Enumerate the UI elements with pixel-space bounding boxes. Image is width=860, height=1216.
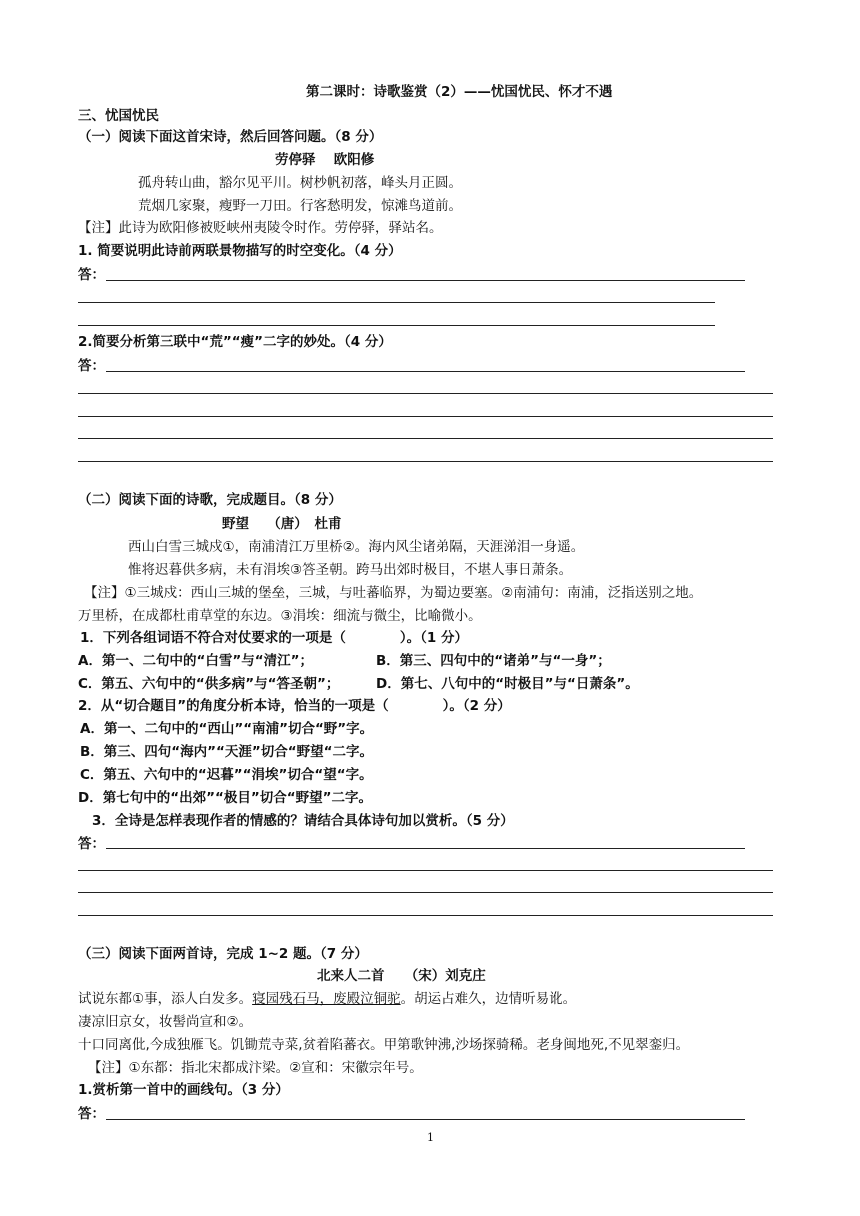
answer-line[interactable] <box>78 325 715 326</box>
answer-line[interactable] <box>106 371 745 372</box>
part3-poem-line: 十口同离仳,今成独雁飞。饥锄荒寺菜,贫着陷蕃衣。甲第歌钟沸,沙场探骑稀。老身闽地死,不见翠銮归。 <box>78 1037 690 1053</box>
part2-poem-title: 野望 （唐） 杜甫 <box>222 516 342 532</box>
answer-line[interactable] <box>78 870 773 871</box>
part2-poem-line: 西山白雪三城戍①，南浦清江万里桥②。海内风尘诸弟隔，天涯涕泪一身遥。 <box>128 539 585 555</box>
part1-note: 【注】此诗为欧阳修被贬峡州夷陵令时作。劳停驿，驿站名。 <box>78 220 443 236</box>
part2-intro: （二）阅读下面的诗歌，完成题目。（8 分） <box>78 492 342 508</box>
answer-line[interactable] <box>106 1119 745 1120</box>
answer-label: 答： <box>78 267 105 283</box>
part3-note: 【注】①东都：指北宋都成汴梁。②宣和：宋徽宗年号。 <box>88 1060 423 1076</box>
answer-line[interactable] <box>78 892 773 893</box>
answer-line[interactable] <box>78 302 715 303</box>
answer-line[interactable] <box>106 280 745 281</box>
option-a: A．第一、二句中的“西山”“南浦”切合“野”字。 <box>80 721 374 737</box>
answer-line[interactable] <box>78 915 773 916</box>
part1-poem-line: 荒烟几家聚，瘦野一刀田。行客愁明发，惊滩鸟道前。 <box>138 198 462 214</box>
part3-intro: （三）阅读下面两首诗，完成 1~2 题。（7 分） <box>78 946 368 962</box>
part2-question-2: 2．从“切合题目”的角度分析本诗，恰当的一项是（ ）。（2 分） <box>78 698 511 714</box>
option-c: C．第五、六句中的“迟暮”“涓埃”切合“望“字。 <box>80 767 373 783</box>
option-c: C．第五、六句中的“供多病”与“答圣朝”； <box>78 676 340 692</box>
part2-question-1: 1．下列各组词语不符合对仗要求的一项是（ ）。（1 分） <box>80 630 468 646</box>
answer-label: 答： <box>78 836 105 852</box>
answer-line[interactable] <box>78 461 773 462</box>
answer-label: 答： <box>78 358 105 374</box>
page-number: 1 <box>427 1131 434 1144</box>
part3-poem-line: 凄凉旧京女，妆髻尚宣和②。 <box>78 1014 253 1030</box>
answer-line[interactable] <box>78 416 773 417</box>
option-b: B．第三、四句“海内”“天涯”切合“野望“二字。 <box>80 744 374 760</box>
part1-intro: （一）阅读下面这首宋诗，然后回答问题。（8 分） <box>78 129 383 145</box>
answer-line[interactable] <box>78 438 773 439</box>
part2-poem-line: 惟将迟暮供多病，未有涓埃③答圣朝。跨马出郊时极目，不堪人事日萧条。 <box>128 562 573 578</box>
option-d: D．第七、八句中的“时极目”与“日萧条”。 <box>376 676 639 692</box>
part1-poem-title: 劳停驿 欧阳修 <box>275 152 375 168</box>
part2-note: 万里桥，在成都杜甫草堂的东边。③涓埃：细流与微尘，比喻微小。 <box>78 608 482 624</box>
section-heading: 三、忧国忧民 <box>78 108 159 124</box>
part1-poem-line: 孤舟转山曲，豁尔见平川。树杪帆初落，峰头月正圆。 <box>138 175 462 191</box>
part1-question-1: 1. 简要说明此诗前两联景物描写的时空变化。（4 分） <box>78 243 402 259</box>
option-a: A．第一、二句中的“白雪”与“清江”； <box>78 653 313 669</box>
answer-line[interactable] <box>106 848 745 849</box>
part2-note: 【注】①三城戍：西山三城的堡垒，三城，与吐蕃临界，为蜀边要塞。②南浦句：南浦，泛指送别之地。 <box>84 585 703 601</box>
underlined-line: 寝园残石马，废殿泣铜驼 <box>252 991 401 1007</box>
answer-line[interactable] <box>78 393 773 394</box>
part3-poem-title: 北来人二首 （宋）刘克庄 <box>317 968 486 984</box>
answer-label: 答： <box>78 1106 105 1122</box>
part3-poem-line: 试说东都①事，添人白发多。寝园残石马，废殿泣铜驼。胡运占难久，边情听易讹。 <box>78 991 577 1007</box>
option-b: B．第三、四句中的“诸弟”与“一身”； <box>376 653 611 669</box>
part3-question-1: 1.赏析第一首中的画线句。（3 分） <box>78 1082 289 1098</box>
part1-question-2: 2.简要分析第三联中“荒”“瘦”二字的妙处。（4 分） <box>78 334 392 350</box>
part2-question-3: 3．全诗是怎样表现作者的情感的？请结合具体诗句加以赏析。（5 分） <box>92 813 514 829</box>
option-d: D．第七句中的“出郊”“极目”切合“野望”二字。 <box>78 790 372 806</box>
page-title: 第二课时：诗歌鉴赏（2）——忧国忧民、怀才不遇 <box>306 84 613 100</box>
